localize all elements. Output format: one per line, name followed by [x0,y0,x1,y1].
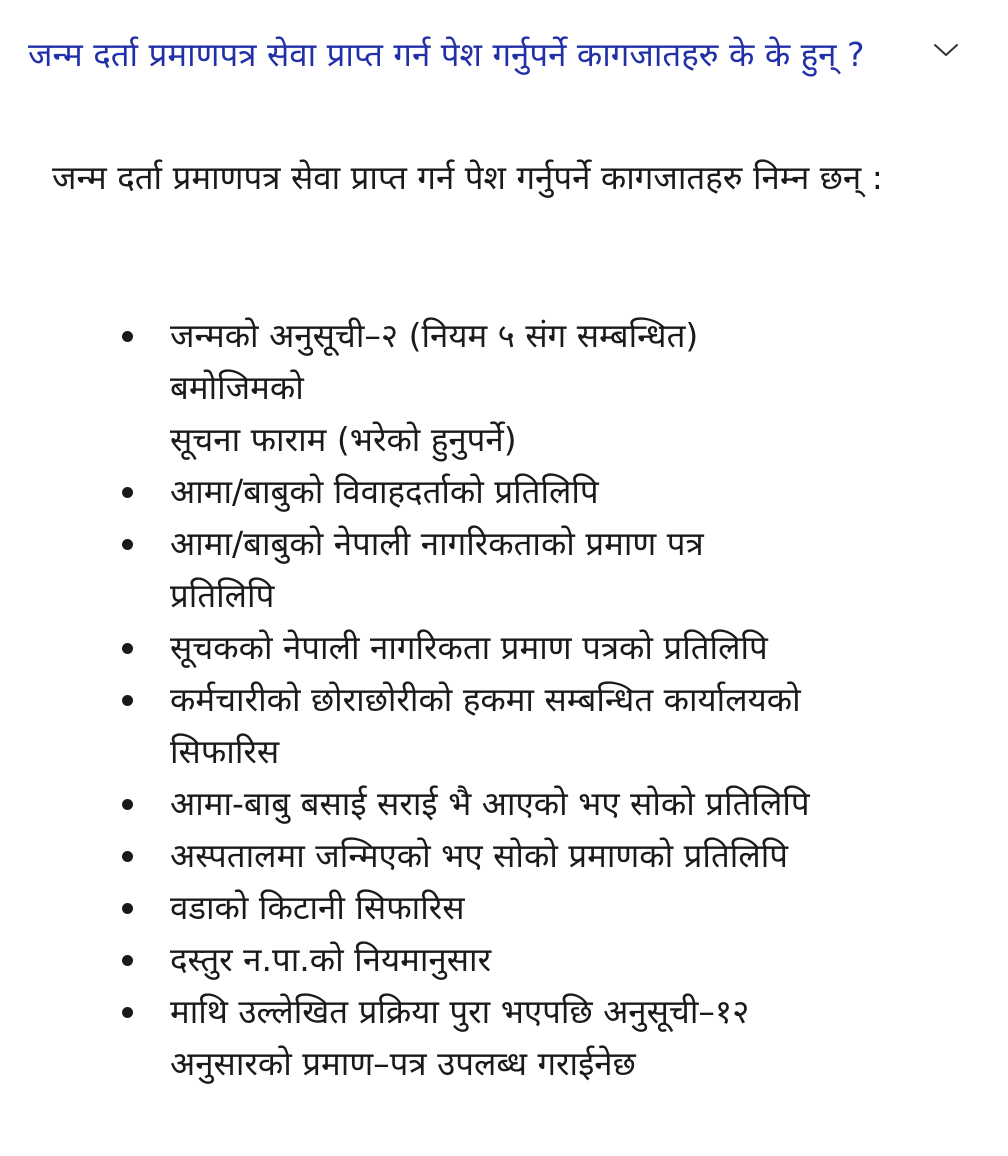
bullet-icon [122,955,133,966]
list-item [122,310,922,466]
list-item-text: अस्पतालमा जन्मिएको भए सोको प्रमाणको प्रतिलिपि [170,836,789,875]
list-item-text: दस्तुर न.पा.को नियमानुसार [170,940,492,979]
list-item [122,830,922,882]
requirements-list [122,310,922,1090]
list-item [122,466,922,518]
list-item [122,986,922,1090]
bullet-icon [122,851,133,862]
list-item-text: जन्मको अनुसूची–२ (नियम ५ संग सम्बन्धित) बमोजिमको सूचना फाराम (भरेको हुनुपर्ने) [170,316,699,459]
list-item [122,622,922,674]
bullet-icon [122,903,133,914]
bullet-icon [122,539,133,550]
bullet-icon [122,799,133,810]
chevron-down-icon[interactable] [932,40,960,60]
list-item [122,882,922,934]
list-item-text: आमा/बाबुको विवाहदर्ताको प्रतिलिपि [170,472,599,511]
list-item-text: आमा/बाबुको नेपाली नागरिकताको प्रमाण पत्र प्रतिलिपि [170,524,704,615]
bullet-icon [122,487,133,498]
list-item-text: माथि उल्लेखित प्रक्रिया पुरा भएपछि अनुसूची–१२ अनुसारको प्रमाण–पत्र उपलब्ध गराईनेछ [170,992,750,1083]
list-item-text: कर्मचारीको छोराछोरीको हकमा सम्बन्धित कार्यालयको सिफारिस [170,680,801,771]
list-item [122,934,922,986]
bullet-icon [122,695,133,706]
list-item [122,778,922,830]
bullet-icon [122,331,133,342]
faq-answer [52,152,972,204]
bullet-icon [122,643,133,654]
list-item-text: वडाको किटानी सिफारिस [170,888,465,927]
list-item [122,518,922,622]
list-item-text: सूचकको नेपाली नागरिकता प्रमाण पत्रको प्रतिलिपि [170,628,768,667]
faq-question-title[interactable]: जन्म दर्ता प्रमाणपत्र सेवा प्राप्त गर्न पेश गर्नुपर्ने कागजातहरु के के हुन् ? [28,35,865,74]
list-item-text: आमा-बाबु बसाई सराई भै आएको भए सोको प्रतिलिपि [170,784,810,823]
bullet-icon [122,1007,133,1018]
list-item [122,674,922,778]
faq-answer-intro: जन्म दर्ता प्रमाणपत्र सेवा प्राप्त गर्न पेश गर्नुपर्ने कागजातहरु निम्न छन् : [52,158,883,197]
faq-question-header[interactable] [28,30,968,80]
